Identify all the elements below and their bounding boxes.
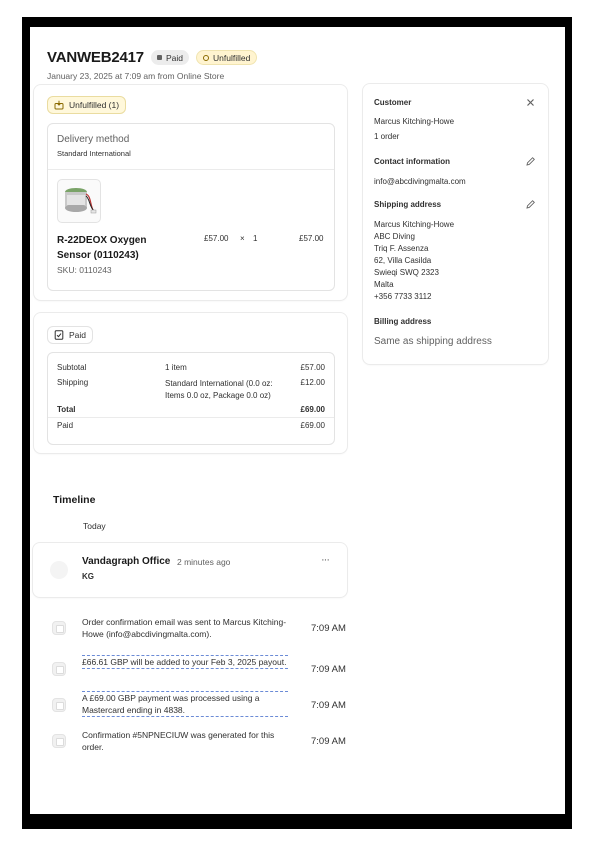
fulfillment-card xyxy=(34,85,347,300)
line-total: £57.00 xyxy=(299,234,324,243)
billing-address-heading: Billing address xyxy=(374,317,432,326)
event-text: £66.61 GBP will be added to your Feb 3, 2025 payout. xyxy=(82,657,287,667)
delivery-method-value: Standard International xyxy=(57,149,131,158)
comment-author: Vandagraph Office xyxy=(82,556,171,567)
address-line: Malta xyxy=(374,280,394,289)
receipt-check-icon xyxy=(54,330,64,340)
event-icon xyxy=(52,621,66,635)
paid-label: Paid xyxy=(57,421,74,430)
address-line: Marcus Kitching-Howe xyxy=(374,220,455,229)
shipping-address-heading: Shipping address xyxy=(374,200,442,209)
event-text: Confirmation #5NPNECIUW was generated for this order. xyxy=(82,730,275,752)
contact-heading: Contact information xyxy=(374,157,450,166)
unit-price: £57.00 xyxy=(204,234,229,243)
timeline-title: Timeline xyxy=(53,494,96,506)
edit-pencil-icon[interactable] xyxy=(525,156,536,167)
event-text: A £69.00 GBP payment was processed using a Mastercard ending in 4838. xyxy=(82,691,288,717)
product-thumbnail[interactable] xyxy=(57,179,101,223)
edit-pencil-icon[interactable] xyxy=(525,199,536,210)
address-phone: +356 7733 3112 xyxy=(374,292,432,301)
subtotal-detail: 1 item xyxy=(165,363,187,372)
address-line: 62, Villa Casilda xyxy=(374,256,432,265)
paid-pill xyxy=(47,326,93,344)
event-time: 7:09 AM xyxy=(311,623,346,634)
event-icon xyxy=(52,734,66,748)
order-page xyxy=(30,27,565,814)
customer-name[interactable]: Marcus Kitching-Howe xyxy=(374,117,455,126)
paid-pill-label: Paid xyxy=(69,330,87,340)
unfulfilled-pill-label: Unfulfilled (1) xyxy=(69,100,120,110)
shipping-label: Shipping xyxy=(57,378,89,387)
unfulfilled-pill xyxy=(47,96,126,114)
avatar xyxy=(50,561,68,579)
oxygen-sensor-image xyxy=(58,180,100,222)
customer-order-count[interactable]: 1 order xyxy=(374,132,400,141)
shipping-address xyxy=(374,219,454,303)
fulfillment-box-icon xyxy=(54,100,64,110)
divider xyxy=(48,169,334,170)
payment-summary xyxy=(47,352,335,445)
shipping-detail: Standard International (0.0 oz: Items 0.0 oz, Package 0.0 oz) xyxy=(165,379,273,400)
payment-card xyxy=(34,313,347,453)
event-time: 7:09 AM xyxy=(311,664,346,675)
contact-email[interactable]: info@abcdivingmalta.com xyxy=(374,177,466,186)
address-line: ABC Diving xyxy=(374,232,415,241)
unfulfilled-ring-icon xyxy=(203,55,209,61)
times-sign: × xyxy=(240,234,245,243)
total-label: Total xyxy=(57,405,76,414)
billing-address-value: Same as shipping address xyxy=(374,336,492,347)
event-icon xyxy=(52,698,66,712)
total-amount: £69.00 xyxy=(300,405,325,414)
event-time: 7:09 AM xyxy=(311,700,346,711)
subtotal-label: Subtotal xyxy=(57,363,87,372)
address-line: Triq F. Assenza xyxy=(374,244,429,253)
customer-heading: Customer xyxy=(374,98,412,107)
event-text: Order confirmation email was sent to Marcus Kitching-Howe (info@abcdivingmalta.com). xyxy=(82,617,287,639)
order-title: VANWEB2417 xyxy=(47,49,144,66)
delivery-method-label: Delivery method xyxy=(57,134,130,145)
event-time: 7:09 AM xyxy=(311,736,346,747)
product-sku: SKU: 0110243 xyxy=(57,265,112,275)
customer-card xyxy=(363,84,548,364)
more-horizontal-icon[interactable]: ··· xyxy=(321,554,329,566)
fulfillment-status-label: Unfulfilled xyxy=(213,52,251,63)
paid-amount: £69.00 xyxy=(300,421,325,430)
comment-time: 2 minutes ago xyxy=(177,557,231,567)
quantity: 1 xyxy=(253,234,258,243)
comment-initials: KG xyxy=(82,572,94,581)
payment-status-badge xyxy=(151,50,189,65)
close-icon[interactable] xyxy=(526,98,535,107)
order-subtitle: January 23, 2025 at 7:09 am from Online Store xyxy=(47,71,225,81)
divider xyxy=(48,417,334,418)
timeline-day: Today xyxy=(83,521,106,531)
subtotal-amount: £57.00 xyxy=(300,363,325,372)
product-name[interactable]: R-22DEOX Oxygen Sensor (0110243) xyxy=(57,235,147,261)
fulfillment-status-badge xyxy=(196,50,257,65)
fulfillment-inner xyxy=(47,123,335,291)
payment-status-label: Paid xyxy=(166,52,184,63)
timeline-comment xyxy=(33,543,347,597)
paid-dot-icon xyxy=(157,55,162,60)
address-line: Swieqi SWQ 2323 xyxy=(374,268,439,277)
event-icon xyxy=(52,662,66,676)
shipping-amount: £12.00 xyxy=(300,378,325,387)
